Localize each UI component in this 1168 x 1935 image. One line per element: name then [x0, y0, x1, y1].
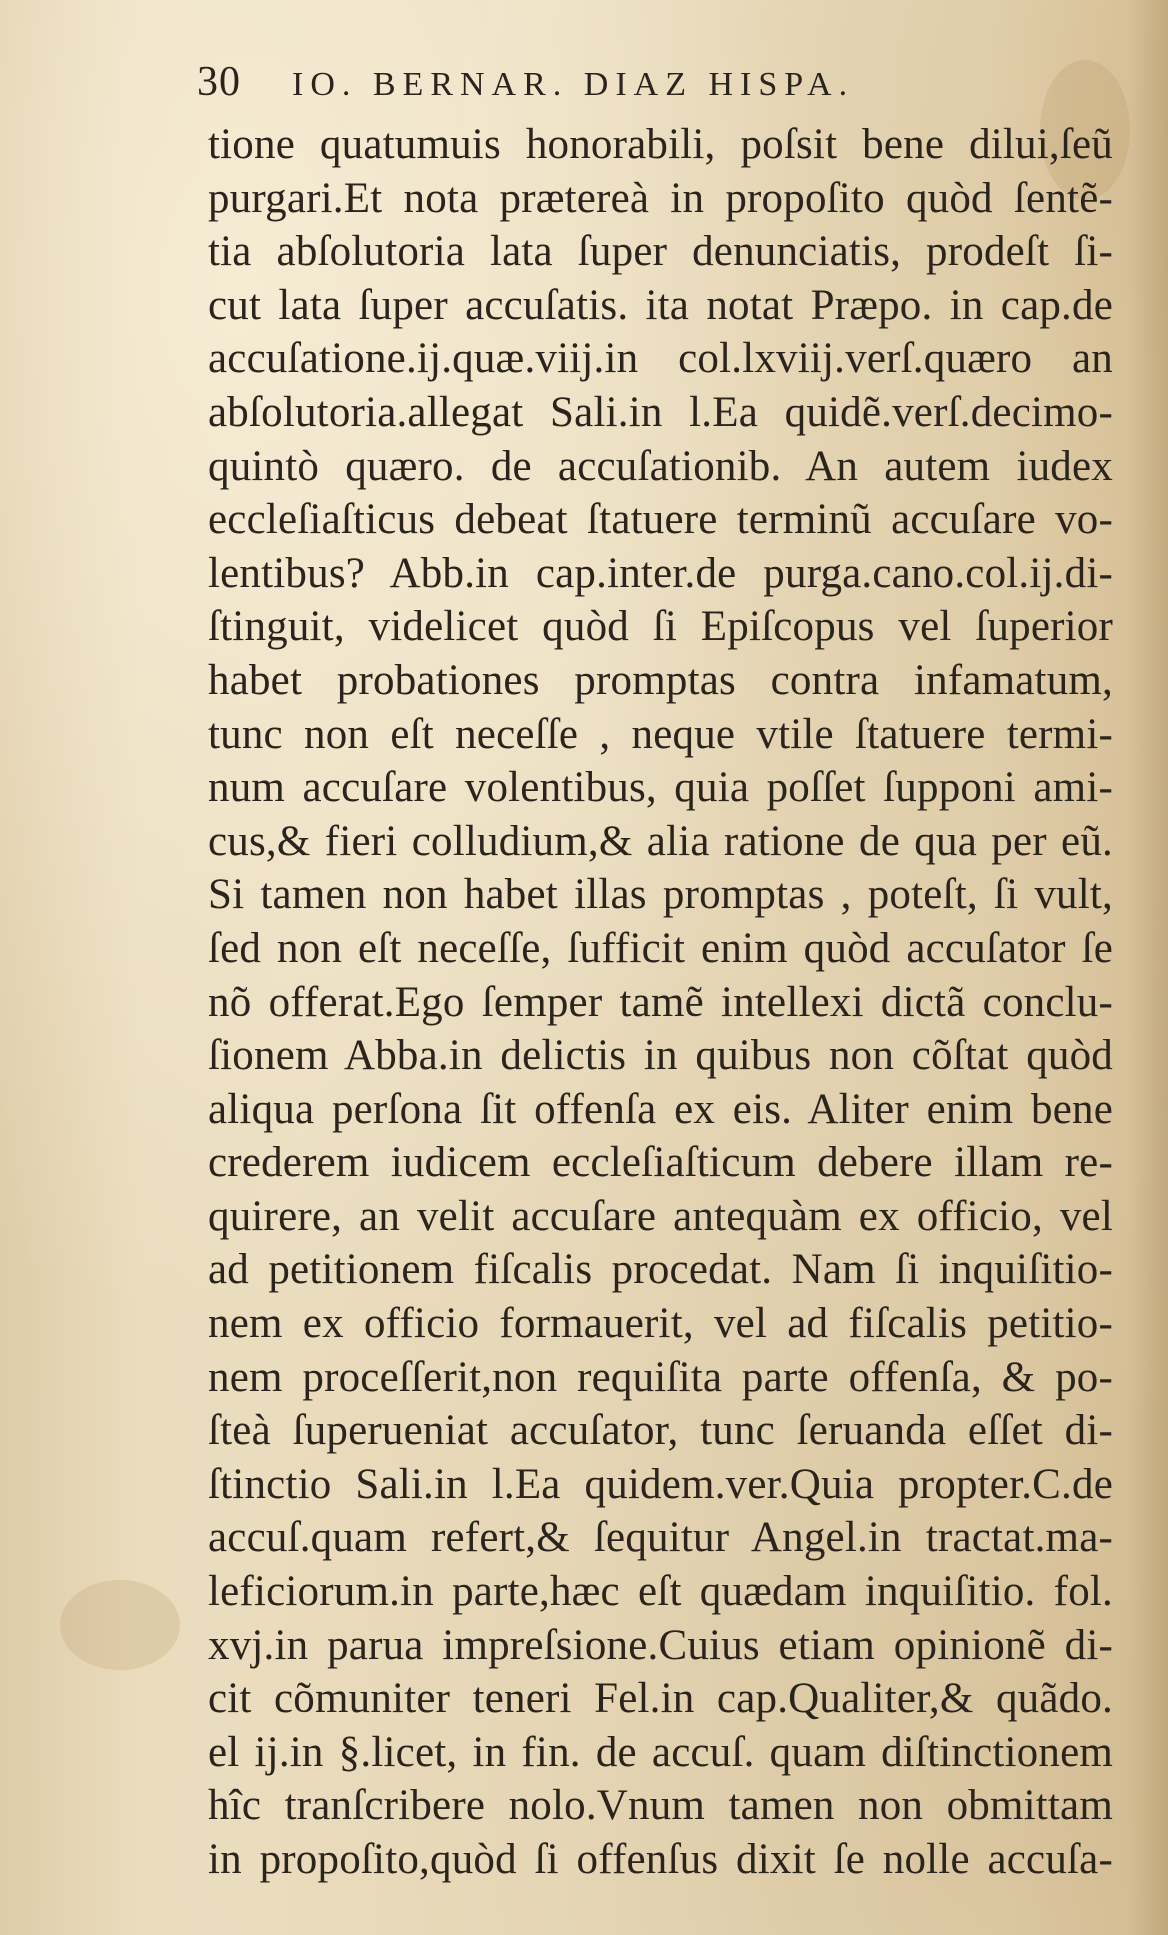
- page-number: 30: [197, 59, 241, 105]
- text-line: el ij.in §.licet, in fin. de accuſ. quam diſtinctionem: [208, 1728, 1113, 1776]
- text-line: tunc non eſt neceſſe , neque vtile ſtatuere termi-: [208, 710, 1113, 758]
- text-line: tione quatumuis honorabili, poſsit bene dilui,ſeũ: [208, 121, 1113, 168]
- text-line: crederem iudicem eccleſiaſticum debere illam re-: [208, 1139, 1113, 1187]
- text-line: ſed non eſt neceſſe, ſufficit enim quòd accuſator ſe: [208, 924, 1113, 972]
- text-line: num accuſare volentibus, quia poſſet ſupponi ami-: [208, 764, 1113, 812]
- text-line: ſtinctio Sali.in l.Ea quidem.ver.Quia propter.C.de: [208, 1460, 1113, 1508]
- text-line: in propoſito,quòd ſi offenſus dixit ſe nolle accuſa-: [208, 1836, 1113, 1883]
- text-line: nem proceſſerit,non requiſita parte offenſa, & po-: [208, 1353, 1113, 1401]
- page-edge-shadow: [1128, 0, 1168, 1935]
- text-line: ſionem Abba.in delictis in quibus non cõſtat quòd: [208, 1032, 1113, 1080]
- body-text: [208, 118, 1113, 1887]
- text-line: quintò quæro. de accuſationib. An autem iudex: [208, 442, 1113, 490]
- text-line: hîc tranſcribere nolo.Vnum tamen non obmittam: [208, 1782, 1113, 1830]
- text-line: aliqua perſona ſit offenſa ex eis. Aliter enim bene: [208, 1085, 1113, 1133]
- text-line: nõ offerat.Ego ſemper tamẽ intellexi dictã conclu-: [208, 978, 1113, 1026]
- running-head: IO. BERNAR. DIAZ HISPA.: [292, 66, 855, 103]
- text-line: habet probationes promptas contra infamatum,: [208, 656, 1113, 704]
- text-line: nem ex officio formauerit, vel ad fiſcalis petitio-: [208, 1300, 1113, 1348]
- text-line: eccleſiaſticus debeat ſtatuere terminũ accuſare vo-: [208, 496, 1113, 544]
- text-line: ſteà ſuperueniat accuſator, tunc ſeruanda eſſet di-: [208, 1407, 1113, 1455]
- text-line: accuſ.quam refert,& ſequitur Angel.in tractat.ma-: [208, 1514, 1113, 1562]
- text-line: ſtinguit, videlicet quòd ſi Epiſcopus vel ſuperior: [208, 603, 1113, 651]
- text-line: xvj.in parua impreſsione.Cuius etiam opinionẽ di-: [208, 1621, 1113, 1669]
- text-line: leficiorum.in parte,hæc eſt quædam inquiſitio. fol.: [208, 1568, 1113, 1616]
- text-line: Si tamen non habet illas promptas , poteſt, ſi vult,: [208, 871, 1113, 919]
- text-line: lentibus? Abb.in cap.inter.de purga.cano.col.ij.di-: [208, 549, 1113, 597]
- paper-stain: [60, 1580, 180, 1670]
- text-line: cus,& fieri colludium,& alia ratione de qua per eũ.: [208, 817, 1113, 865]
- text-line: ad petitionem fiſcalis procedat. Nam ſi inquiſitio-: [208, 1246, 1113, 1294]
- text-line: cit cõmuniter teneri Fel.in cap.Qualiter,& quãdo.: [208, 1675, 1113, 1723]
- text-line: accuſatione.ij.quæ.viij.in col.lxviij.verſ.quæro an: [208, 335, 1113, 383]
- text-line: quirere, an velit accuſare antequàm ex officio, vel: [208, 1192, 1113, 1240]
- text-line: tia abſolutoria lata ſuper denunciatis, prodeſt ſi-: [208, 228, 1113, 276]
- page-header: [197, 58, 957, 108]
- text-line: abſolutoria.allegat Sali.in l.Ea quidẽ.verſ.decimo-: [208, 388, 1113, 436]
- text-line: cut lata ſuper accuſatis. ita notat Præpo. in cap.de: [208, 281, 1113, 329]
- text-line: purgari.Et nota prætereà in propoſito quòd ſentẽ-: [208, 174, 1113, 222]
